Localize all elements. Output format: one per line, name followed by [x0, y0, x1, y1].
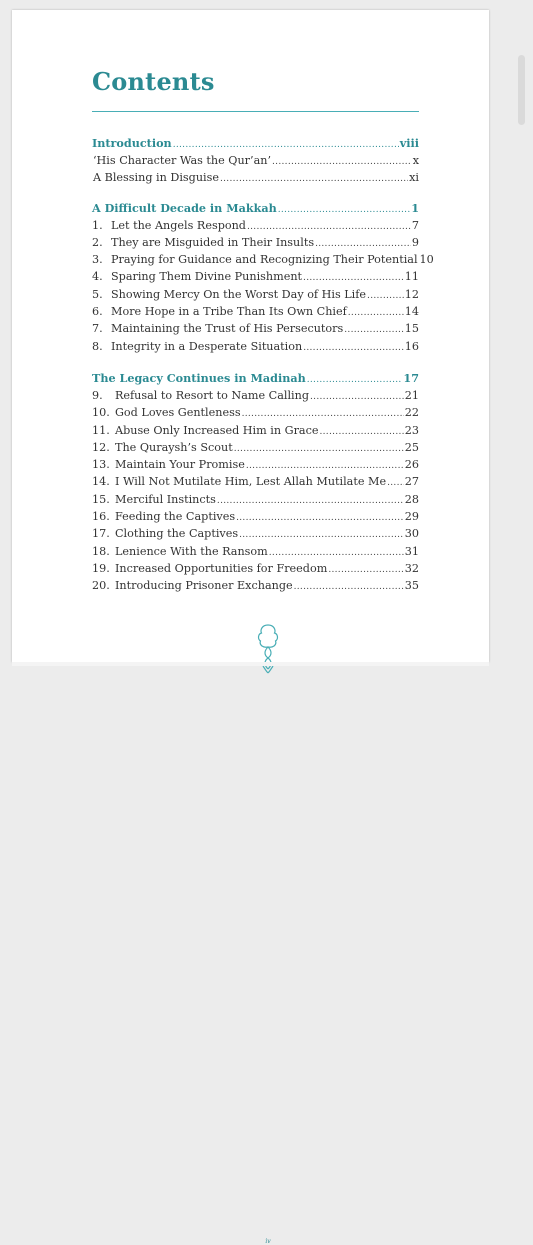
table-of-contents [92, 134, 434, 595]
entry-page-number: 28 [404, 492, 419, 506]
toc-entry[interactable] [92, 286, 419, 303]
toc-entry[interactable] [92, 560, 419, 577]
entry-label: Introducing Prisoner Exchange [115, 579, 293, 593]
toc-entry[interactable] [92, 234, 419, 251]
entry-number: 7. [92, 322, 103, 336]
entry-number: 10. [92, 406, 110, 420]
toc-entry[interactable] [92, 303, 419, 320]
toc-entry[interactable] [92, 525, 419, 542]
entry-number: 16. [92, 510, 110, 524]
entry-label: Merciful Instincts [115, 492, 216, 506]
entry-page-number: 12 [404, 287, 419, 301]
leader-dots [303, 340, 404, 357]
entry-label: Sparing Them Divine Punishment [111, 270, 303, 284]
section-label: The Legacy Continues in Madinah [92, 370, 306, 385]
entry-number: 5. [92, 287, 103, 301]
entry-number: 15. [92, 492, 110, 506]
leader-dots [217, 493, 404, 510]
entry-page-number: 29 [404, 510, 419, 524]
leader-dots [220, 171, 408, 188]
section-page-number: 1 [411, 200, 419, 215]
entry-label: Lenience With the Ransom [115, 544, 268, 558]
entry-number: 8. [92, 339, 103, 353]
entry-page-number: 10 [419, 253, 434, 267]
entry-page-number: 14 [404, 305, 419, 319]
entry-label: Feeding the Captives [115, 510, 236, 524]
toc-entry[interactable] [92, 577, 419, 594]
entry-page-number: 32 [404, 561, 419, 575]
leader-dots [278, 201, 410, 219]
entry-label: They are Misguided in Their Insults [111, 235, 315, 249]
entry-page-number: 31 [404, 544, 419, 558]
toc-entry[interactable] [92, 491, 419, 508]
entry-number: 6. [92, 305, 103, 319]
entry-page-number: 23 [404, 423, 419, 437]
entry-number: 4. [92, 270, 103, 284]
section-label: A Difficult Decade in Makkah [92, 200, 277, 215]
entry-number: 20. [92, 579, 110, 593]
entry-label: Clothing the Captives [115, 527, 239, 541]
section-page-number: 17 [403, 370, 419, 385]
entry-page-number: 16 [404, 339, 419, 353]
entry-number: 1. [92, 218, 103, 232]
entry-label: Maintaining the Trust of His Persecutors [111, 322, 344, 336]
leader-dots [310, 389, 404, 406]
entry-label: Let the Angels Respond [111, 218, 246, 232]
entry-page-number: x [412, 154, 419, 167]
entry-number: 2. [92, 235, 103, 249]
entry-label: Showing Mercy On the Worst Day of His Life [111, 287, 367, 301]
section-page-number: viii [399, 136, 419, 150]
entry-page-number: 11 [404, 270, 419, 284]
entry-page-number: 9 [411, 235, 419, 249]
page-title: Contents [92, 67, 215, 96]
entry-number: 18. [92, 544, 110, 558]
toc-entry[interactable] [92, 543, 419, 560]
leader-dots [328, 562, 403, 579]
entry-number: 9. [92, 388, 103, 402]
entry-label: Integrity in a Desperate Situation [111, 339, 303, 353]
entry-label: Maintain Your Promise [115, 458, 245, 472]
toc-entry[interactable] [92, 404, 419, 421]
entry-page-number: xi [409, 171, 419, 185]
entry-number: 17. [92, 527, 110, 541]
entry-label: The Quraysh’s Scout [115, 440, 233, 454]
next-page-edge [12, 662, 489, 666]
leader-dots [367, 288, 404, 305]
entry-page-number: 26 [404, 458, 419, 472]
toc-entry[interactable] [92, 169, 419, 186]
entry-number: 13. [92, 458, 110, 472]
entry-label: Abuse Only Increased Him in Grace [115, 423, 319, 437]
leader-dots [348, 305, 404, 322]
section-label: Introduction [92, 136, 172, 150]
entry-label: God Loves Gentleness [115, 406, 241, 420]
toc-entry[interactable] [92, 320, 419, 337]
entry-page-number: 22 [404, 406, 419, 420]
title-rule [92, 111, 419, 112]
toc-section-madinah[interactable] [92, 369, 419, 387]
entry-number: 11. [92, 423, 110, 437]
entry-label: Increased Opportunities for Freedom [115, 561, 328, 575]
page-folio: iv [265, 1238, 271, 1245]
toc-entry[interactable] [92, 152, 419, 169]
pomegranate-flourish-icon [255, 622, 281, 1245]
toc-section-makkah[interactable] [92, 199, 419, 217]
entry-page-number: 35 [404, 579, 419, 593]
toc-entry[interactable] [92, 456, 419, 473]
entry-page-number: 30 [404, 527, 419, 541]
scrollbar-thumb[interactable] [518, 55, 525, 125]
entry-number: 12. [92, 440, 110, 454]
toc-entry[interactable] [92, 508, 419, 525]
toc-entry[interactable] [92, 473, 419, 490]
toc-entry[interactable] [92, 439, 419, 456]
entry-number: 19. [92, 561, 110, 575]
entry-page-number: 15 [404, 322, 419, 336]
leader-dots [294, 579, 404, 596]
entry-label: ‘His Character Was the Qur’an’ [93, 154, 272, 167]
entry-page-number: 7 [411, 218, 419, 232]
leader-dots [234, 441, 404, 458]
toc-entry[interactable] [92, 251, 434, 268]
entry-label: More Hope in a Tribe Than Its Own Chief [111, 305, 347, 319]
toc-entry[interactable] [92, 217, 419, 234]
toc-entry[interactable] [92, 387, 419, 404]
entry-label: Praying for Guidance and Recognizing Their Potential [111, 253, 418, 267]
toc-entry[interactable] [92, 268, 419, 285]
leader-dots [387, 475, 404, 492]
toc-entry[interactable] [92, 422, 419, 439]
entry-page-number: 21 [404, 388, 419, 402]
entry-label: Refusal to Resort to Name Calling [115, 388, 310, 402]
document-page [12, 10, 489, 1245]
leader-dots [236, 510, 404, 527]
toc-section-introduction[interactable] [92, 134, 419, 152]
entry-label: I Will Not Mutilate Him, Lest Allah Mutilate Me [115, 475, 387, 489]
entry-number: 3. [92, 253, 103, 267]
leader-dots [344, 322, 403, 339]
leader-dots [319, 424, 403, 441]
entry-number: 14. [92, 475, 110, 489]
entry-page-number: 25 [404, 440, 419, 454]
entry-page-number: 27 [404, 475, 419, 489]
ornament-graphic [255, 622, 281, 674]
toc-entry[interactable] [92, 338, 419, 355]
entry-label: A Blessing in Disguise [93, 171, 219, 185]
leader-dots [307, 371, 403, 389]
leader-dots [272, 154, 412, 171]
